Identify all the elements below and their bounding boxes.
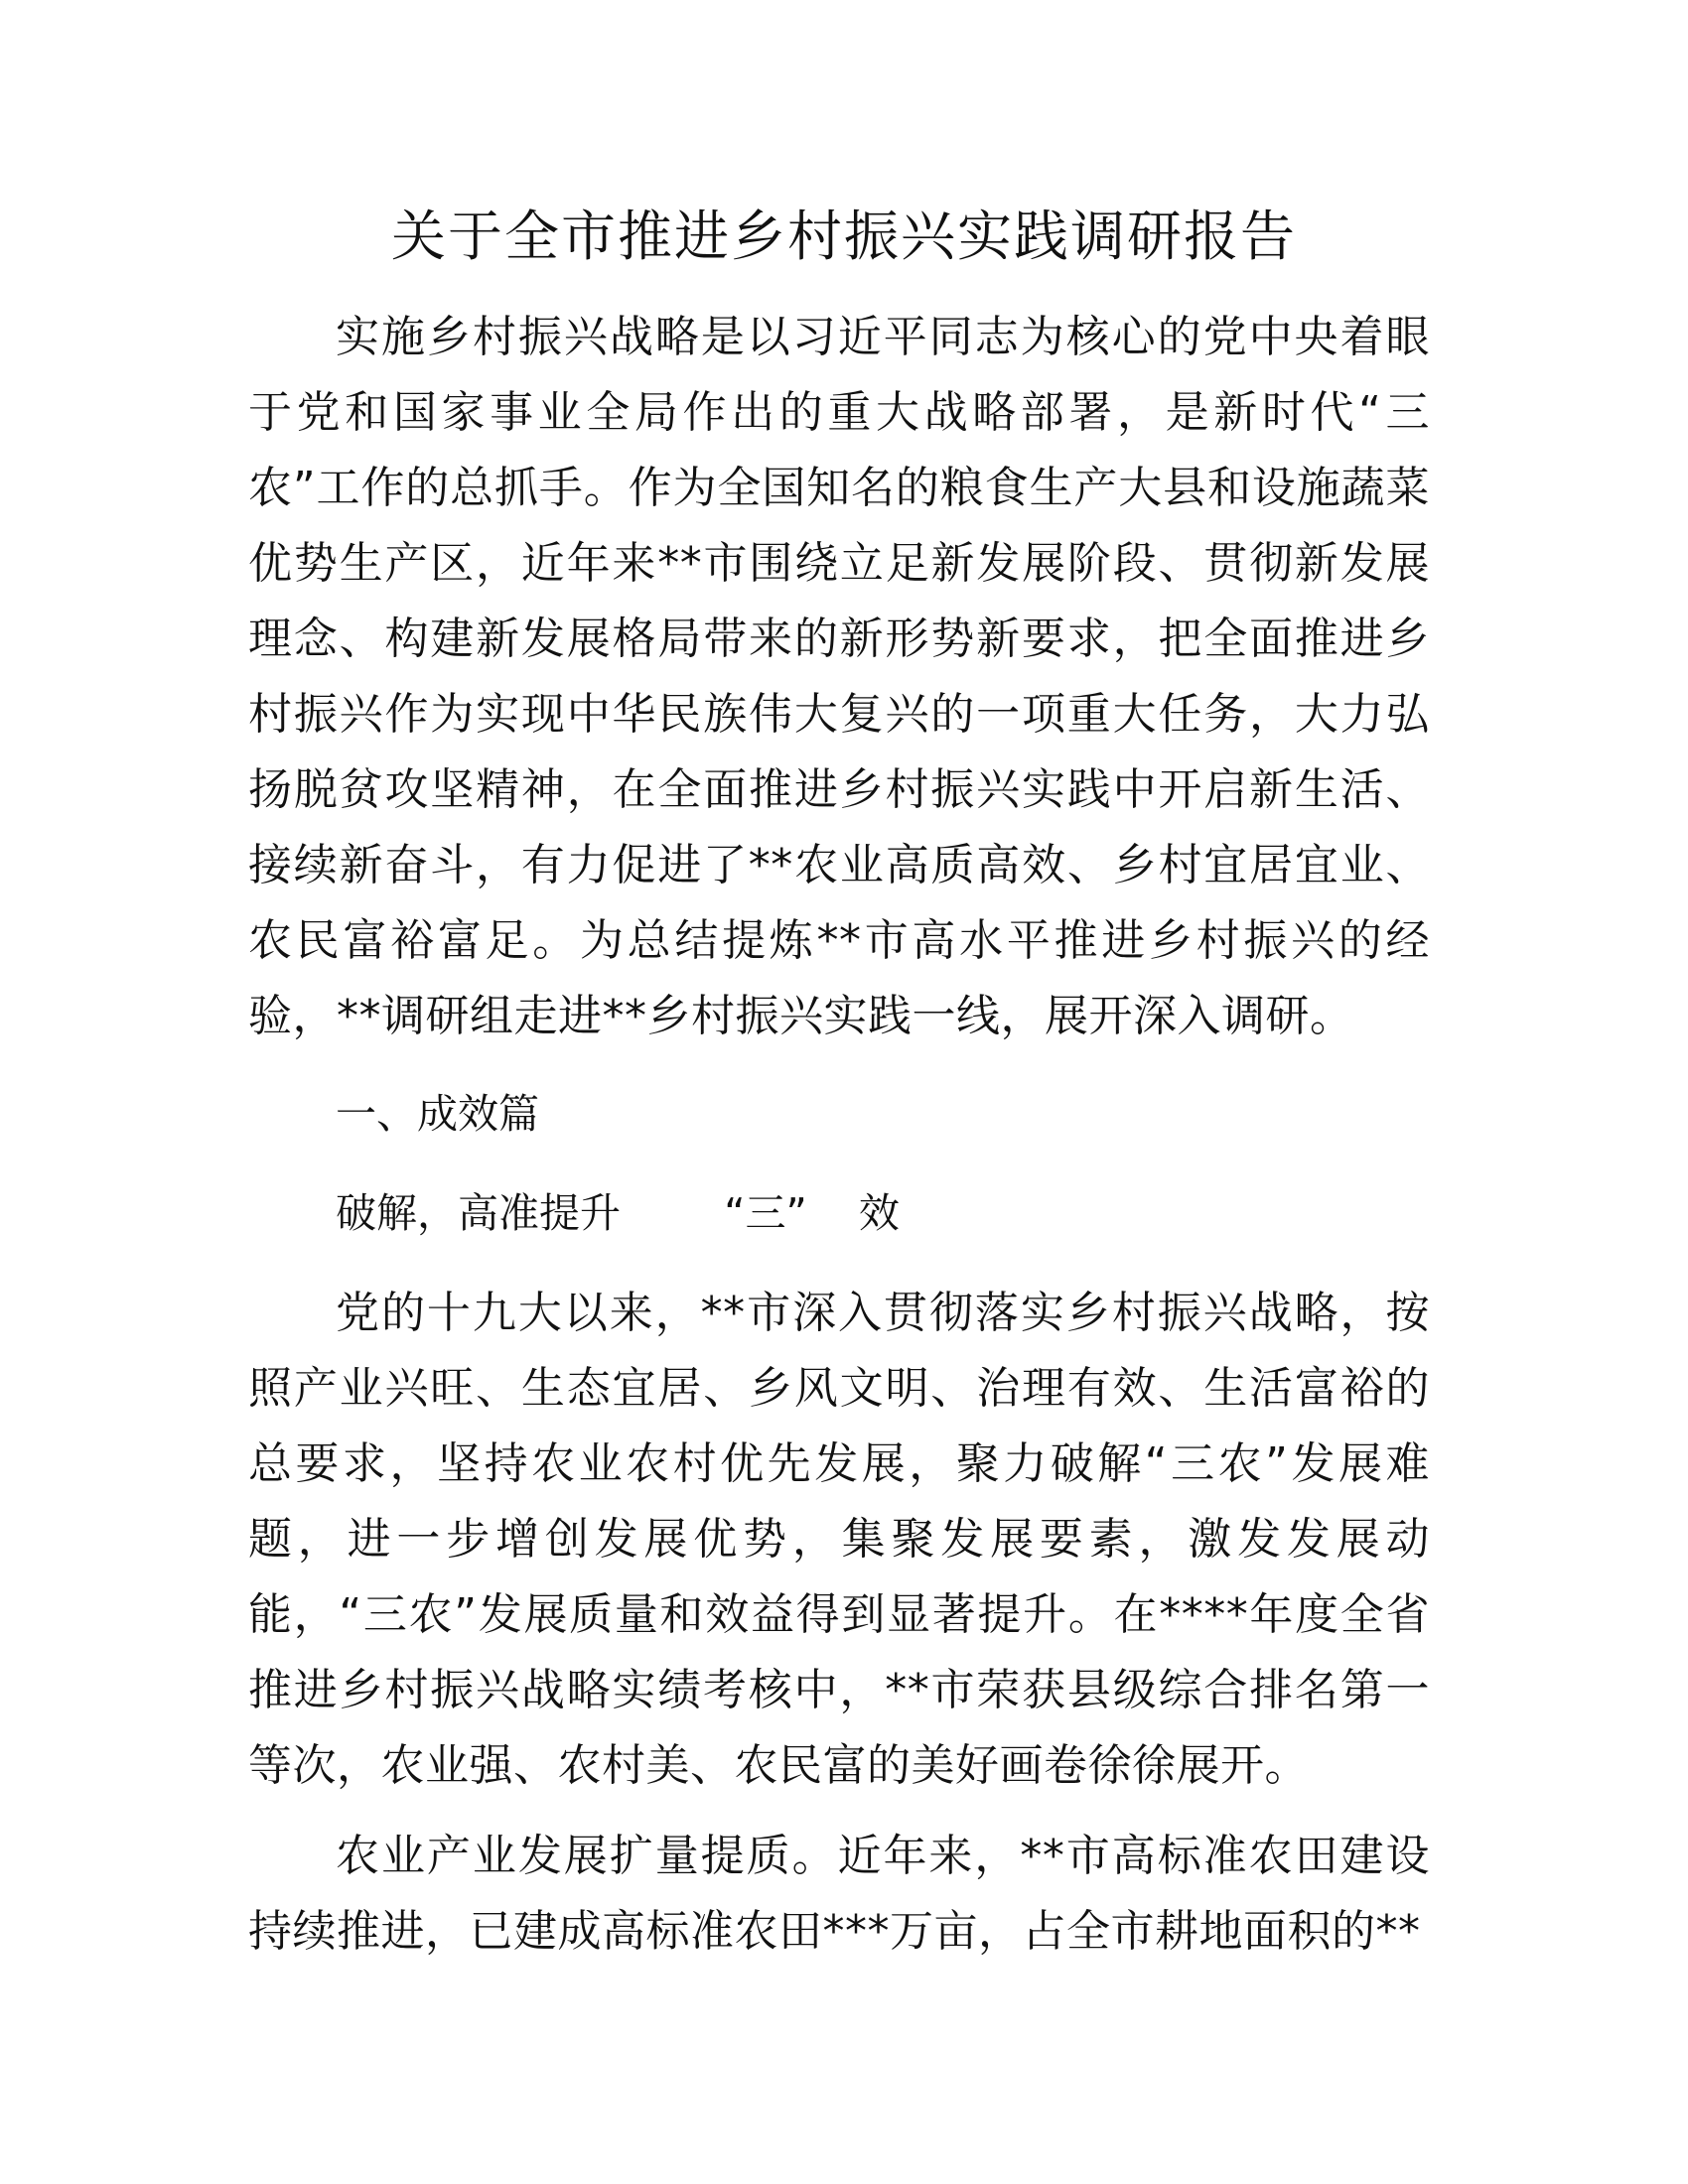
subsection-heading: 破解，高准提升 “三” 效: [336, 1189, 900, 1237]
paragraph-agriculture: 农业产业发展扩量提质。近年来，**市高标准农田建设持续推进，已建成高标准农田***万亩，占全市耕地面积的**: [248, 1831, 1430, 1957]
section-heading: 一、成效篇: [336, 1090, 539, 1138]
paragraph-achievements: 党的十九大以来，**市深入贯彻落实乡村振兴战略，按照产业兴旺、生态宜居、乡风文明、治理有效、生活富裕的总要求，坚持农业农村优先发展，聚力破解“三农”发展难题，进一步增创发展优势，集聚发展要素，激发发展动能，“三农”发展质量和效益得到显著提升。在****年度全省推进乡村振兴战略实绩考核中，**市荣获县级综合排名第一等次，农业强、农村美、农民富的美好画卷徐徐展开。: [248, 1288, 1430, 1791]
document-title: 关于全市推进乡村振兴实践调研报告: [390, 205, 1297, 268]
paragraph-intro: 实施乡村振兴战略是以习近平同志为核心的党中央着眼于党和国家事业全局作出的重大战略部署，是新时代“三农”工作的总抓手。作为全国知名的粮食生产大县和设施蔬菜优势生产区，近年来**市围绕立足新发展阶段、贯彻新发展理念、构建新发展格局带来的新形势新要求，把全面推进乡村振兴作为实现中华民族伟大复兴的一项重大任务，大力弘扬脱贫攻坚精神，在全面推进乡村振兴实践中开启新生活、接续新奋斗，有力促进了**农业高质高效、乡村宜居宜业、农民富裕富足。为总结提炼**市高水平推进乡村振兴的经验，**调研组走进**乡村振兴实践一线，展开深入调研。: [248, 312, 1430, 1041]
